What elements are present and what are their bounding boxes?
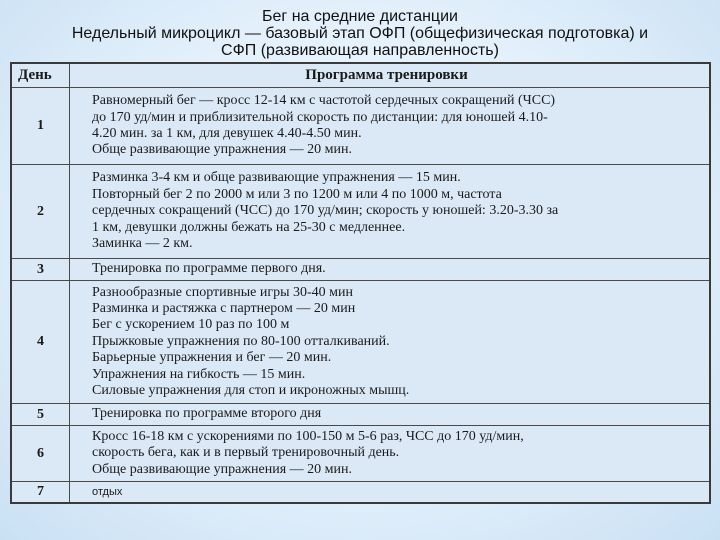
program-line: Упражнения на гибкость — 15 мин. <box>92 366 306 382</box>
day-number: 6 <box>12 426 70 481</box>
table-row <box>12 404 709 426</box>
table-row <box>12 259 709 281</box>
program-cell <box>70 426 709 481</box>
header-day: День <box>12 64 70 87</box>
table-row <box>12 281 709 404</box>
program-line: Разнообразные спортивные игры 30-40 мин <box>92 284 354 300</box>
program-cell <box>70 281 709 403</box>
program-cell <box>70 404 709 425</box>
program-line: Барьерные упражнения и бег — 20 мин. <box>92 350 332 366</box>
day-number: 4 <box>12 281 70 403</box>
title-line-1: Бег на средние дистанции <box>262 8 458 25</box>
day-number: 5 <box>12 404 70 425</box>
program-line: 4.20 мин. за 1 км, для девушек 4.40-4.50 мин. <box>92 126 362 141</box>
table-row <box>12 482 709 502</box>
program-line: Повторный бег 2 по 2000 м или 3 по 1200 м или 4 по 1000 м, частота <box>92 186 502 202</box>
program-line: Кросс 16-18 км с ускорениями по 100-150 м 5-6 раз, ЧСС до 170 уд/мин, <box>92 428 524 444</box>
program-line: Равномерный бег — кросс 12-14 км с частотой сердечных сокращений (ЧСС) <box>92 93 556 109</box>
program-line: Тренировка по программе второго дня <box>92 406 322 422</box>
program-line: Силовые упражнения для стоп и икроножных мышц. <box>92 383 410 399</box>
page-title <box>0 8 720 59</box>
program-line: отдых <box>92 486 123 498</box>
day-number: 2 <box>12 165 70 258</box>
header-program: Программа тренировки <box>305 67 468 84</box>
program-line: сердечных сокращений (ЧСС) до 170 уд/мин; скорость у юношей: 3.20-3.30 за <box>92 203 559 219</box>
table-row <box>12 426 709 482</box>
program-line: Обще развивающие упражнения — 20 мин. <box>92 142 353 158</box>
day-number: 1 <box>12 88 70 164</box>
program-line: Разминка 3-4 км и обще развивающие упражнения — 15 мин. <box>92 170 461 186</box>
program-cell <box>70 88 709 164</box>
program-line: Разминка и растяжка с партнером — 20 мин <box>92 300 356 316</box>
program-line: до 170 уд/мин и приблизительной скорость по дистанции: для юношей 4.10- <box>92 109 548 125</box>
program-cell <box>70 259 709 280</box>
day-number: 3 <box>12 259 70 280</box>
program-line: скорость бега, как и в первый тренировочный день. <box>92 445 400 461</box>
table-row <box>12 165 709 259</box>
day-number: 7 <box>12 482 70 502</box>
table-row <box>12 88 709 165</box>
program-line: Заминка — 2 км. <box>92 236 193 252</box>
title-line-3: СФП (развивающая направленность) <box>221 42 499 59</box>
program-cell <box>70 482 709 502</box>
program-line: Тренировка по программе первого дня. <box>92 261 326 277</box>
program-line: 1 км, девушки должны бежать на 25-30 с медленнее. <box>92 219 406 235</box>
table-header-row <box>12 64 709 88</box>
title-line-2: Недельный микроцикл — базовый этап ОФП (общефизическая подготовка) и <box>71 25 649 42</box>
training-table <box>10 62 711 504</box>
program-line: Прыжковые упражнения по 80-100 отталкиваний. <box>92 333 390 349</box>
program-line: Бег с ускорением 10 раз по 100 м <box>92 317 290 333</box>
program-cell <box>70 165 709 258</box>
program-line: Обще развивающие упражнения — 20 мин. <box>92 461 353 477</box>
